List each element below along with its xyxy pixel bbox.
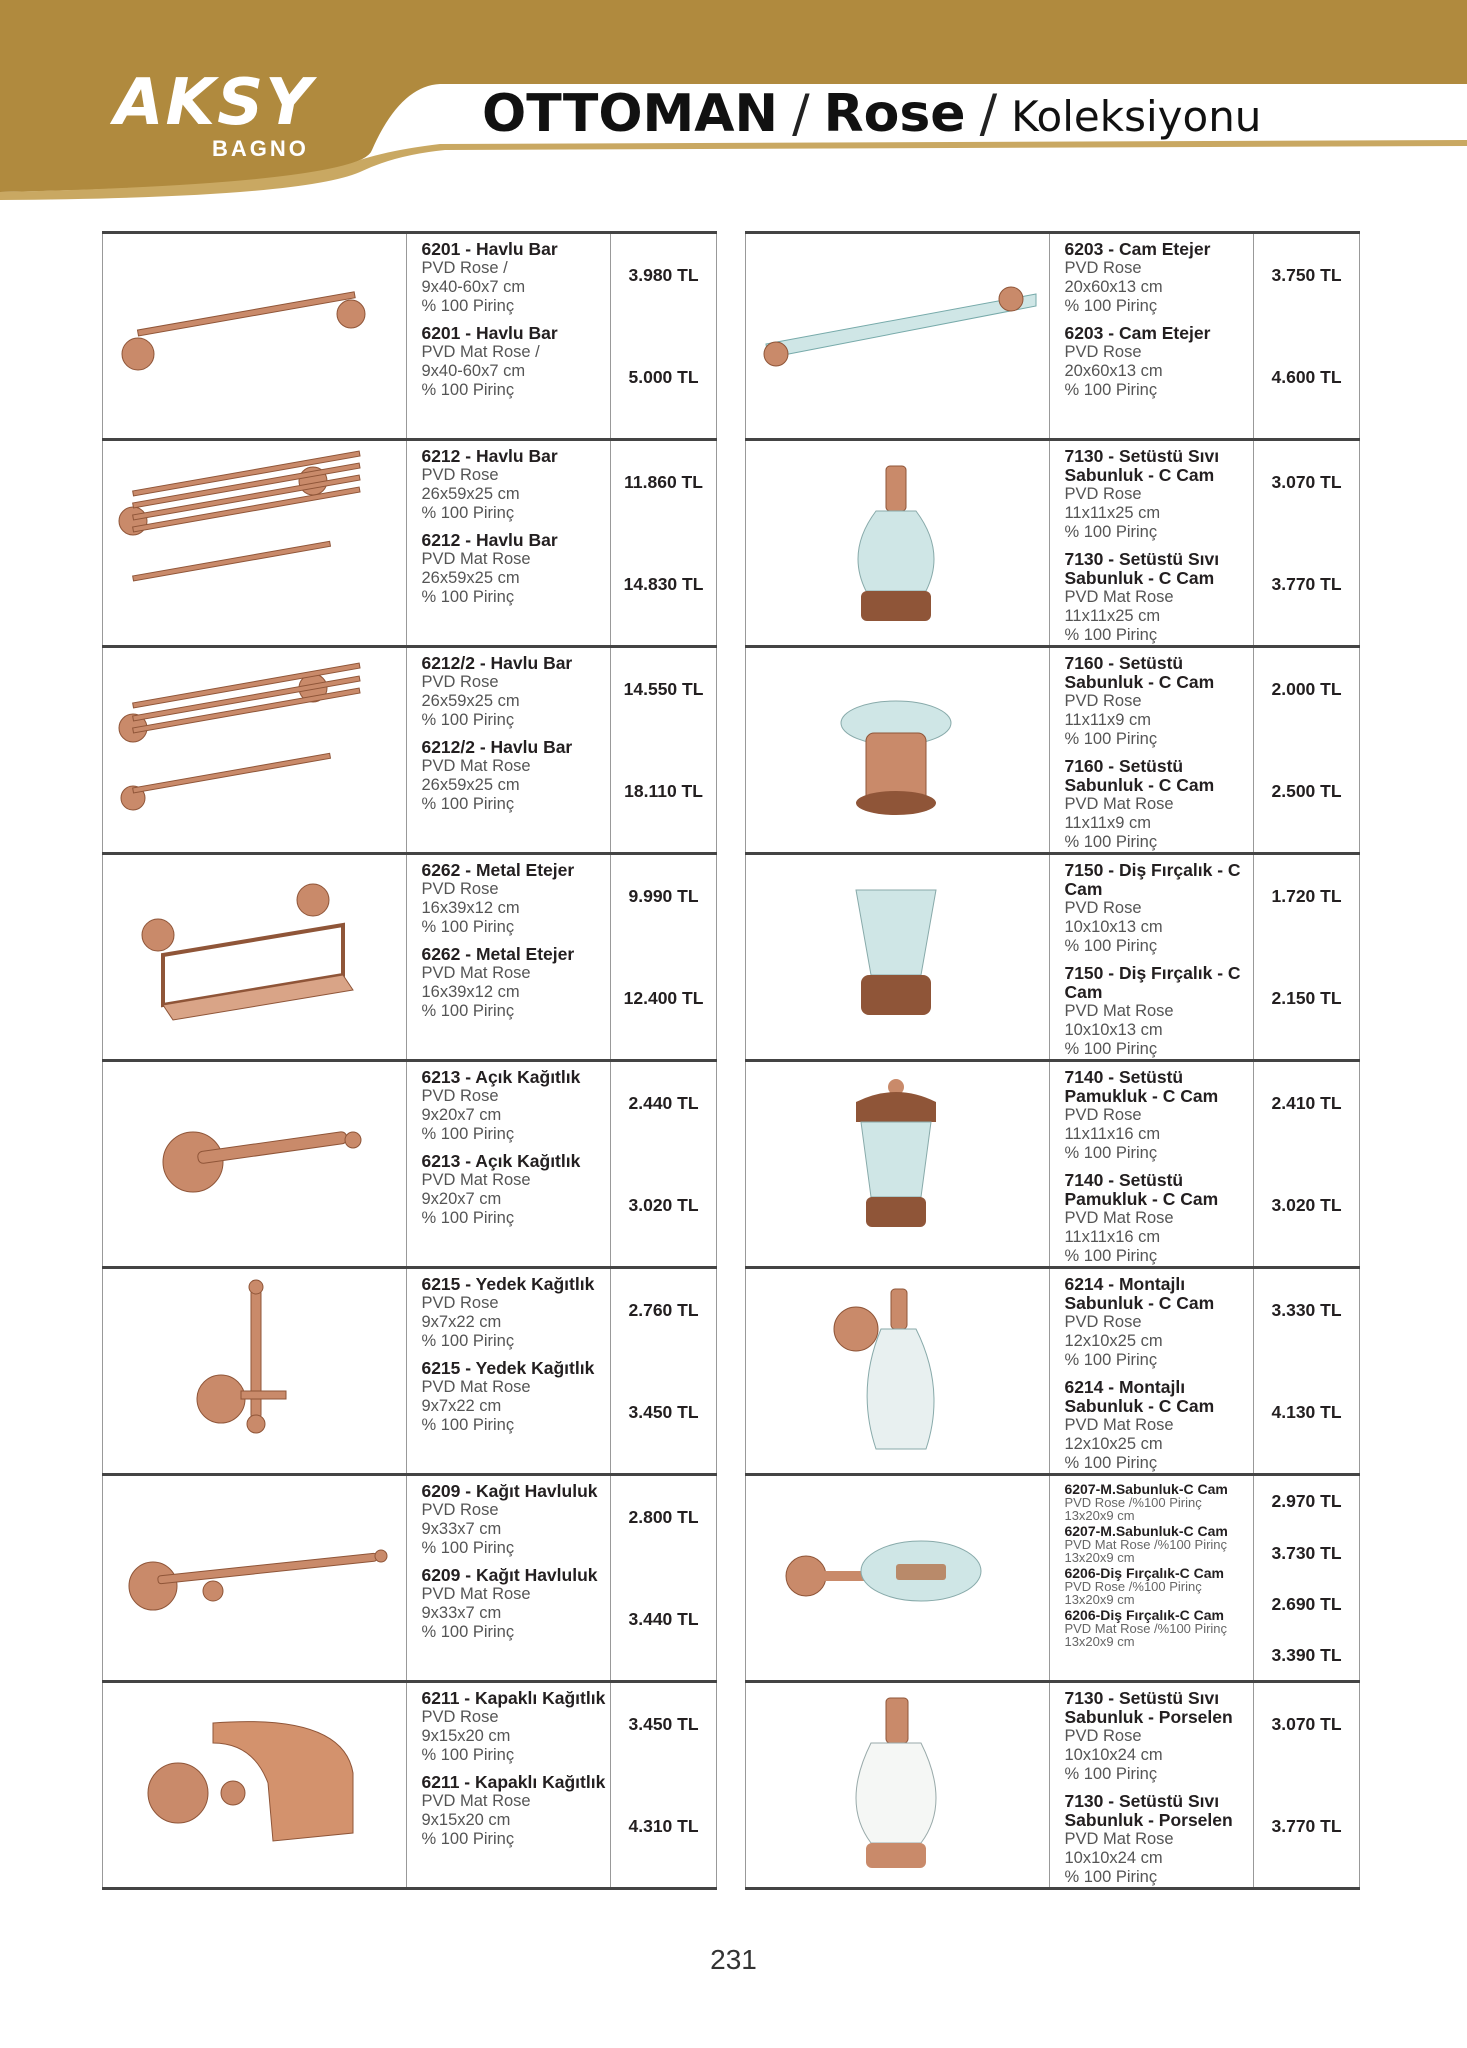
product-spec: % 100 Pirinç	[1064, 1351, 1158, 1369]
product-spec: PVD Mat Rose	[421, 757, 531, 775]
product-name: 6201 - Havlu Bar	[421, 323, 558, 343]
product-spec: % 100 Pirinç	[1064, 1868, 1158, 1886]
product-name: 6213 - Açık Kağıtlık	[421, 1151, 581, 1171]
product-row	[745, 1266, 1360, 1473]
product-image	[745, 1683, 1050, 1887]
product-spec: PVD Rose	[421, 1087, 499, 1105]
product-row	[102, 645, 717, 852]
product-price: 2.690 TL	[1271, 1593, 1342, 1614]
product-description	[407, 234, 610, 438]
product-spec: PVD Mat Rose	[1064, 1830, 1174, 1848]
product-spec: PVD Mat Rose /	[421, 343, 540, 361]
product-prices	[611, 234, 717, 438]
product-spec: 11x11x16 cm	[1064, 1228, 1161, 1246]
product-spec: PVD Mat Rose	[421, 550, 531, 568]
product-spec: PVD Mat Rose	[421, 1171, 531, 1189]
product-spec: 26x59x25 cm	[421, 485, 520, 503]
product-description	[407, 1269, 610, 1473]
product-name: 6214 - Montajlı Sabunluk - C Cam	[1064, 1274, 1215, 1313]
product-spec: % 100 Pirinç	[1064, 937, 1158, 955]
product-spec: % 100 Pirinç	[421, 1539, 515, 1557]
product-spec: PVD Mat Rose	[1064, 795, 1174, 813]
product-spec: 13x20x9 cm	[1064, 1591, 1135, 1607]
product-row	[102, 1680, 717, 1890]
product-name: 6201 - Havlu Bar	[421, 239, 558, 259]
product-prices	[611, 1062, 717, 1266]
product-name: 6211 - Kapaklı Kağıtlık	[421, 1688, 606, 1708]
product-row	[745, 438, 1360, 645]
product-spec: PVD Rose	[421, 1708, 499, 1726]
product-spec: 16x39x12 cm	[421, 899, 520, 917]
product-spec: % 100 Pirinç	[421, 1002, 515, 1020]
product-name: 7150 - Diş Fırçalık - C Cam	[1064, 860, 1241, 899]
product-spec: 26x59x25 cm	[421, 569, 520, 587]
product-spec: PVD Rose	[1064, 343, 1142, 361]
product-name: 6209 - Kağıt Havluluk	[421, 1481, 598, 1501]
product-variant	[421, 324, 609, 400]
product-row	[102, 852, 717, 1059]
product-image	[745, 648, 1050, 852]
product-price: 3.770 TL	[1271, 574, 1342, 595]
product-name: 6213 - Açık Kağıtlık	[421, 1067, 581, 1087]
product-price: 3.020 TL	[1271, 1195, 1342, 1216]
product-variant	[421, 1068, 609, 1144]
product-image	[102, 1476, 407, 1680]
product-spec: % 100 Pirinç	[1064, 297, 1158, 315]
product-spec: % 100 Pirinç	[421, 504, 515, 522]
product-name: 6203 - Cam Etejer	[1064, 323, 1211, 343]
product-spec: PVD Rose	[1064, 1727, 1142, 1745]
product-description	[1050, 855, 1253, 1059]
product-price: 2.800 TL	[628, 1506, 699, 1527]
product-variant	[421, 1773, 609, 1849]
product-price: 3.750 TL	[1271, 264, 1342, 285]
product-variant	[421, 531, 609, 607]
product-spec: 11x11x16 cm	[1064, 1125, 1161, 1143]
product-price: 14.830 TL	[623, 574, 704, 595]
product-price: 3.450 TL	[628, 1713, 699, 1734]
product-spec: 11x11x25 cm	[1064, 504, 1161, 522]
product-image	[745, 1062, 1050, 1266]
product-spec: 13x20x9 cm	[1064, 1507, 1135, 1523]
product-name: 6214 - Montajlı Sabunluk - C Cam	[1064, 1377, 1215, 1416]
product-spec: PVD Rose	[1064, 1106, 1142, 1124]
product-spec: 12x10x25 cm	[1064, 1332, 1163, 1350]
product-variant	[421, 1482, 609, 1558]
product-image	[745, 234, 1050, 438]
product-image	[745, 1476, 1050, 1680]
product-description	[1050, 1683, 1253, 1887]
product-variant	[1064, 1171, 1252, 1266]
page-number: 231	[710, 1944, 757, 1975]
product-name: 7160 - Setüstü Sabunluk - C Cam	[1064, 756, 1215, 795]
product-row	[102, 231, 717, 438]
product-spec: PVD Rose	[1064, 1313, 1142, 1331]
product-name: 6215 - Yedek Kağıtlık	[421, 1358, 595, 1378]
product-row	[102, 438, 717, 645]
product-spec: % 100 Pirinç	[421, 1623, 515, 1641]
product-image	[102, 1269, 407, 1473]
title-collection: OTTOMAN	[482, 84, 779, 144]
product-row	[745, 852, 1360, 1059]
product-price: 12.400 TL	[623, 988, 704, 1009]
product-spec: PVD Rose /%100 Pirinç	[1064, 1579, 1202, 1594]
product-price: 18.110 TL	[624, 781, 703, 802]
product-image	[745, 441, 1050, 645]
product-variant	[1064, 1689, 1252, 1784]
product-row	[745, 1680, 1360, 1890]
product-spec: PVD Rose /	[421, 259, 508, 277]
product-variant	[1064, 964, 1252, 1059]
product-spec: 10x10x13 cm	[1064, 1021, 1163, 1039]
product-description	[407, 1062, 610, 1266]
product-spec: 20x60x13 cm	[1064, 362, 1163, 380]
product-name: 7140 - Setüstü Pamukluk - C Cam	[1064, 1170, 1219, 1209]
brand-name: AKSY	[114, 66, 314, 140]
product-spec: % 100 Pirinç	[421, 711, 515, 729]
product-name: 6209 - Kağıt Havluluk	[421, 1565, 598, 1585]
product-name: 6212/2 - Havlu Bar	[421, 737, 573, 757]
product-spec: PVD Rose	[421, 880, 499, 898]
product-name: 6262 - Metal Etejer	[421, 860, 575, 880]
product-spec: 26x59x25 cm	[421, 776, 520, 794]
product-variant	[1064, 757, 1252, 852]
product-price: 3.980 TL	[628, 264, 699, 285]
product-spec: PVD Mat Rose	[1064, 588, 1174, 606]
product-spec: % 100 Pirinç	[1064, 1247, 1158, 1265]
product-variant	[1064, 1792, 1252, 1887]
product-name: 7130 - Setüstü Sıvı Sabunluk - C Cam	[1064, 549, 1220, 588]
product-description	[407, 648, 610, 852]
product-spec: 9x20x7 cm	[421, 1106, 502, 1124]
product-name: 6206-Diş Fırçalık-C Cam	[1064, 1607, 1224, 1623]
product-spec: 16x39x12 cm	[421, 983, 520, 1001]
title-finish: Rose	[823, 84, 966, 144]
product-spec: 11x11x9 cm	[1064, 711, 1151, 729]
product-price: 2.970 TL	[1271, 1491, 1342, 1512]
product-image	[102, 234, 407, 438]
product-price: 3.070 TL	[1271, 1713, 1342, 1734]
product-variant	[1064, 447, 1252, 542]
product-description	[407, 1683, 610, 1887]
product-price: 1.720 TL	[1271, 885, 1342, 906]
product-spec: PVD Rose	[1064, 259, 1142, 277]
product-variant	[1064, 324, 1252, 400]
product-image	[745, 855, 1050, 1059]
product-spec: 9x7x22 cm	[421, 1313, 502, 1331]
product-spec: 26x59x25 cm	[421, 692, 520, 710]
product-row	[102, 1059, 717, 1266]
product-spec: PVD Mat Rose /%100 Pirinç	[1064, 1621, 1228, 1636]
product-spec: 13x20x9 cm	[1064, 1549, 1135, 1565]
product-description	[1050, 1476, 1253, 1680]
product-variant	[421, 1275, 609, 1351]
product-name: 6212/2 - Havlu Bar	[421, 653, 573, 673]
title-suffix: Koleksiyonu	[1011, 92, 1262, 141]
product-variant	[1064, 1068, 1252, 1163]
product-variant	[421, 1152, 609, 1228]
product-name: 7130 - Setüstü Sıvı Sabunluk - Porselen	[1064, 1791, 1233, 1830]
product-description	[1050, 1062, 1253, 1266]
product-prices	[1254, 855, 1360, 1059]
product-spec: 11x11x9 cm	[1064, 814, 1151, 832]
product-prices	[1254, 441, 1360, 645]
product-name: 6212 - Havlu Bar	[421, 530, 558, 550]
product-price: 2.150 TL	[1271, 988, 1342, 1009]
product-spec: % 100 Pirinç	[1064, 381, 1158, 399]
product-price: 3.730 TL	[1271, 1542, 1342, 1563]
product-price: 2.440 TL	[628, 1092, 699, 1113]
product-spec: PVD Mat Rose	[421, 1378, 531, 1396]
product-prices	[611, 1269, 717, 1473]
product-spec: % 100 Pirinç	[421, 1209, 515, 1227]
product-spec: % 100 Pirinç	[421, 297, 515, 315]
product-spec: % 100 Pirinç	[421, 1125, 515, 1143]
product-prices	[1254, 648, 1360, 852]
product-row	[102, 1473, 717, 1680]
product-name: 7150 - Diş Fırçalık - C Cam	[1064, 963, 1241, 1002]
product-spec: % 100 Pirinç	[1064, 1765, 1158, 1783]
product-name: 6262 - Metal Etejer	[421, 944, 575, 964]
product-price: 4.310 TL	[628, 1816, 699, 1837]
product-variant	[421, 861, 609, 937]
product-price: 5.000 TL	[628, 367, 699, 388]
product-description	[1050, 441, 1253, 645]
product-price: 4.600 TL	[1271, 367, 1342, 388]
product-spec: % 100 Pirinç	[421, 1416, 515, 1434]
product-spec: 9x7x22 cm	[421, 1397, 502, 1415]
product-spec: % 100 Pirinç	[421, 1332, 515, 1350]
product-spec: % 100 Pirinç	[1064, 833, 1158, 851]
product-variant	[1064, 1378, 1252, 1473]
product-spec: PVD Mat Rose	[421, 1585, 531, 1603]
product-spec: % 100 Pirinç	[1064, 1144, 1158, 1162]
product-price: 11.860 TL	[624, 471, 703, 492]
product-description	[407, 855, 610, 1059]
product-spec: PVD Rose	[1064, 485, 1142, 503]
product-spec: % 100 Pirinç	[1064, 1454, 1158, 1472]
product-variant	[1064, 1275, 1252, 1370]
product-spec: PVD Rose	[421, 466, 499, 484]
product-spec: % 100 Pirinç	[1064, 730, 1158, 748]
product-name: 6206-Diş Fırçalık-C Cam	[1064, 1565, 1224, 1581]
product-image	[102, 441, 407, 645]
product-name: 6203 - Cam Etejer	[1064, 239, 1211, 259]
product-spec: 9x33x7 cm	[421, 1604, 502, 1622]
product-name: 6207-M.Sabunluk-C Cam	[1064, 1481, 1228, 1497]
product-image	[102, 855, 407, 1059]
product-spec: % 100 Pirinç	[1064, 626, 1158, 644]
product-spec: PVD Mat Rose /%100 Pirinç	[1064, 1537, 1228, 1552]
product-description	[407, 1476, 610, 1680]
product-row	[745, 1059, 1360, 1266]
product-price: 2.000 TL	[1271, 678, 1342, 699]
product-image	[102, 1683, 407, 1887]
product-variant	[1064, 861, 1252, 956]
product-price: 2.410 TL	[1271, 1092, 1342, 1113]
product-prices	[611, 1683, 717, 1887]
product-row	[745, 1473, 1360, 1680]
product-spec: % 100 Pirinç	[1064, 523, 1158, 541]
product-price: 2.500 TL	[1271, 781, 1342, 802]
product-spec: % 100 Pirinç	[421, 588, 515, 606]
product-variant	[1064, 1482, 1252, 1522]
product-description	[1050, 1269, 1253, 1473]
product-spec: PVD Mat Rose	[421, 1792, 531, 1810]
product-table-right	[745, 231, 1360, 1890]
product-price: 3.330 TL	[1271, 1299, 1342, 1320]
product-spec: PVD Rose	[1064, 899, 1142, 917]
product-spec: PVD Mat Rose	[1064, 1002, 1174, 1020]
product-variant	[1064, 1566, 1252, 1606]
product-name: 6211 - Kapaklı Kağıtlık	[421, 1772, 606, 1792]
product-spec: 9x40-60x7 cm	[421, 278, 526, 296]
product-price: 3.390 TL	[1271, 1645, 1342, 1666]
product-image	[745, 1269, 1050, 1473]
product-spec: PVD Mat Rose	[1064, 1209, 1174, 1227]
page-title: OTTOMAN / Rose / Koleksiyonu	[482, 84, 1262, 144]
product-spec: 9x15x20 cm	[421, 1811, 511, 1829]
product-spec: 9x20x7 cm	[421, 1190, 502, 1208]
product-spec: PVD Rose	[421, 1294, 499, 1312]
product-spec: 9x40-60x7 cm	[421, 362, 526, 380]
product-spec: 20x60x13 cm	[1064, 278, 1163, 296]
product-spec: % 100 Pirinç	[421, 1830, 515, 1848]
product-variant	[1064, 1608, 1252, 1648]
product-prices	[1254, 234, 1360, 438]
product-row	[745, 231, 1360, 438]
product-variant	[1064, 1524, 1252, 1564]
product-spec: 9x15x20 cm	[421, 1727, 511, 1745]
product-description	[407, 441, 610, 645]
page-header	[0, 0, 1467, 200]
product-spec: 10x10x24 cm	[1064, 1746, 1163, 1764]
product-name: 7130 - Setüstü Sıvı Sabunluk - C Cam	[1064, 446, 1220, 485]
product-prices	[611, 855, 717, 1059]
brand-logo	[100, 66, 340, 166]
product-spec: 12x10x25 cm	[1064, 1435, 1163, 1453]
product-price: 9.990 TL	[628, 885, 699, 906]
product-price: 14.550 TL	[623, 678, 704, 699]
product-spec: PVD Mat Rose	[1064, 1416, 1174, 1434]
product-variant	[421, 945, 609, 1021]
product-price: 3.440 TL	[628, 1609, 699, 1630]
product-image	[102, 648, 407, 852]
product-prices	[1254, 1683, 1360, 1887]
product-price: 3.020 TL	[628, 1195, 699, 1216]
product-table-left	[102, 231, 717, 1890]
product-variant	[1064, 550, 1252, 645]
product-price: 2.760 TL	[628, 1299, 699, 1320]
product-spec: PVD Rose	[421, 673, 499, 691]
product-spec: 11x11x25 cm	[1064, 607, 1161, 625]
product-variant	[421, 1566, 609, 1642]
product-prices	[611, 1476, 717, 1680]
product-variant	[421, 654, 609, 730]
product-name: 6215 - Yedek Kağıtlık	[421, 1274, 595, 1294]
product-image	[102, 1062, 407, 1266]
product-spec: 9x33x7 cm	[421, 1520, 502, 1538]
product-variant	[1064, 654, 1252, 749]
product-variant	[421, 1359, 609, 1435]
product-spec: % 100 Pirinç	[421, 795, 515, 813]
product-spec: % 100 Pirinç	[1064, 1040, 1158, 1058]
product-variant	[421, 738, 609, 814]
product-name: 6212 - Havlu Bar	[421, 446, 558, 466]
product-variant	[421, 1689, 609, 1765]
product-price: 3.450 TL	[628, 1402, 699, 1423]
product-name: 7130 - Setüstü Sıvı Sabunluk - Porselen	[1064, 1688, 1233, 1727]
product-description	[1050, 648, 1253, 852]
product-name: 7160 - Setüstü Sabunluk - C Cam	[1064, 653, 1215, 692]
product-prices	[1254, 1476, 1360, 1680]
product-spec: 13x20x9 cm	[1064, 1633, 1135, 1649]
product-row	[745, 645, 1360, 852]
product-row	[102, 1266, 717, 1473]
product-spec: PVD Rose	[421, 1501, 499, 1519]
product-spec: PVD Rose /%100 Pirinç	[1064, 1495, 1202, 1510]
product-spec: % 100 Pirinç	[421, 381, 515, 399]
product-spec: 10x10x24 cm	[1064, 1849, 1163, 1867]
product-price: 3.770 TL	[1271, 1816, 1342, 1837]
product-spec: % 100 Pirinç	[421, 1746, 515, 1764]
product-spec: % 100 Pirinç	[421, 918, 515, 936]
product-prices	[1254, 1269, 1360, 1473]
product-price: 3.070 TL	[1271, 471, 1342, 492]
product-prices	[611, 441, 717, 645]
product-name: 6207-M.Sabunluk-C Cam	[1064, 1523, 1228, 1539]
product-spec: PVD Mat Rose	[421, 964, 531, 982]
product-prices	[611, 648, 717, 852]
product-variant	[1064, 240, 1252, 316]
product-prices	[1254, 1062, 1360, 1266]
product-spec: 10x10x13 cm	[1064, 918, 1163, 936]
product-spec: PVD Rose	[1064, 692, 1142, 710]
product-variant	[421, 240, 609, 316]
brand-sub: BAGNO	[212, 136, 309, 161]
product-name: 7140 - Setüstü Pamukluk - C Cam	[1064, 1067, 1219, 1106]
product-variant	[421, 447, 609, 523]
product-description	[1050, 234, 1253, 438]
product-price: 4.130 TL	[1271, 1402, 1342, 1423]
